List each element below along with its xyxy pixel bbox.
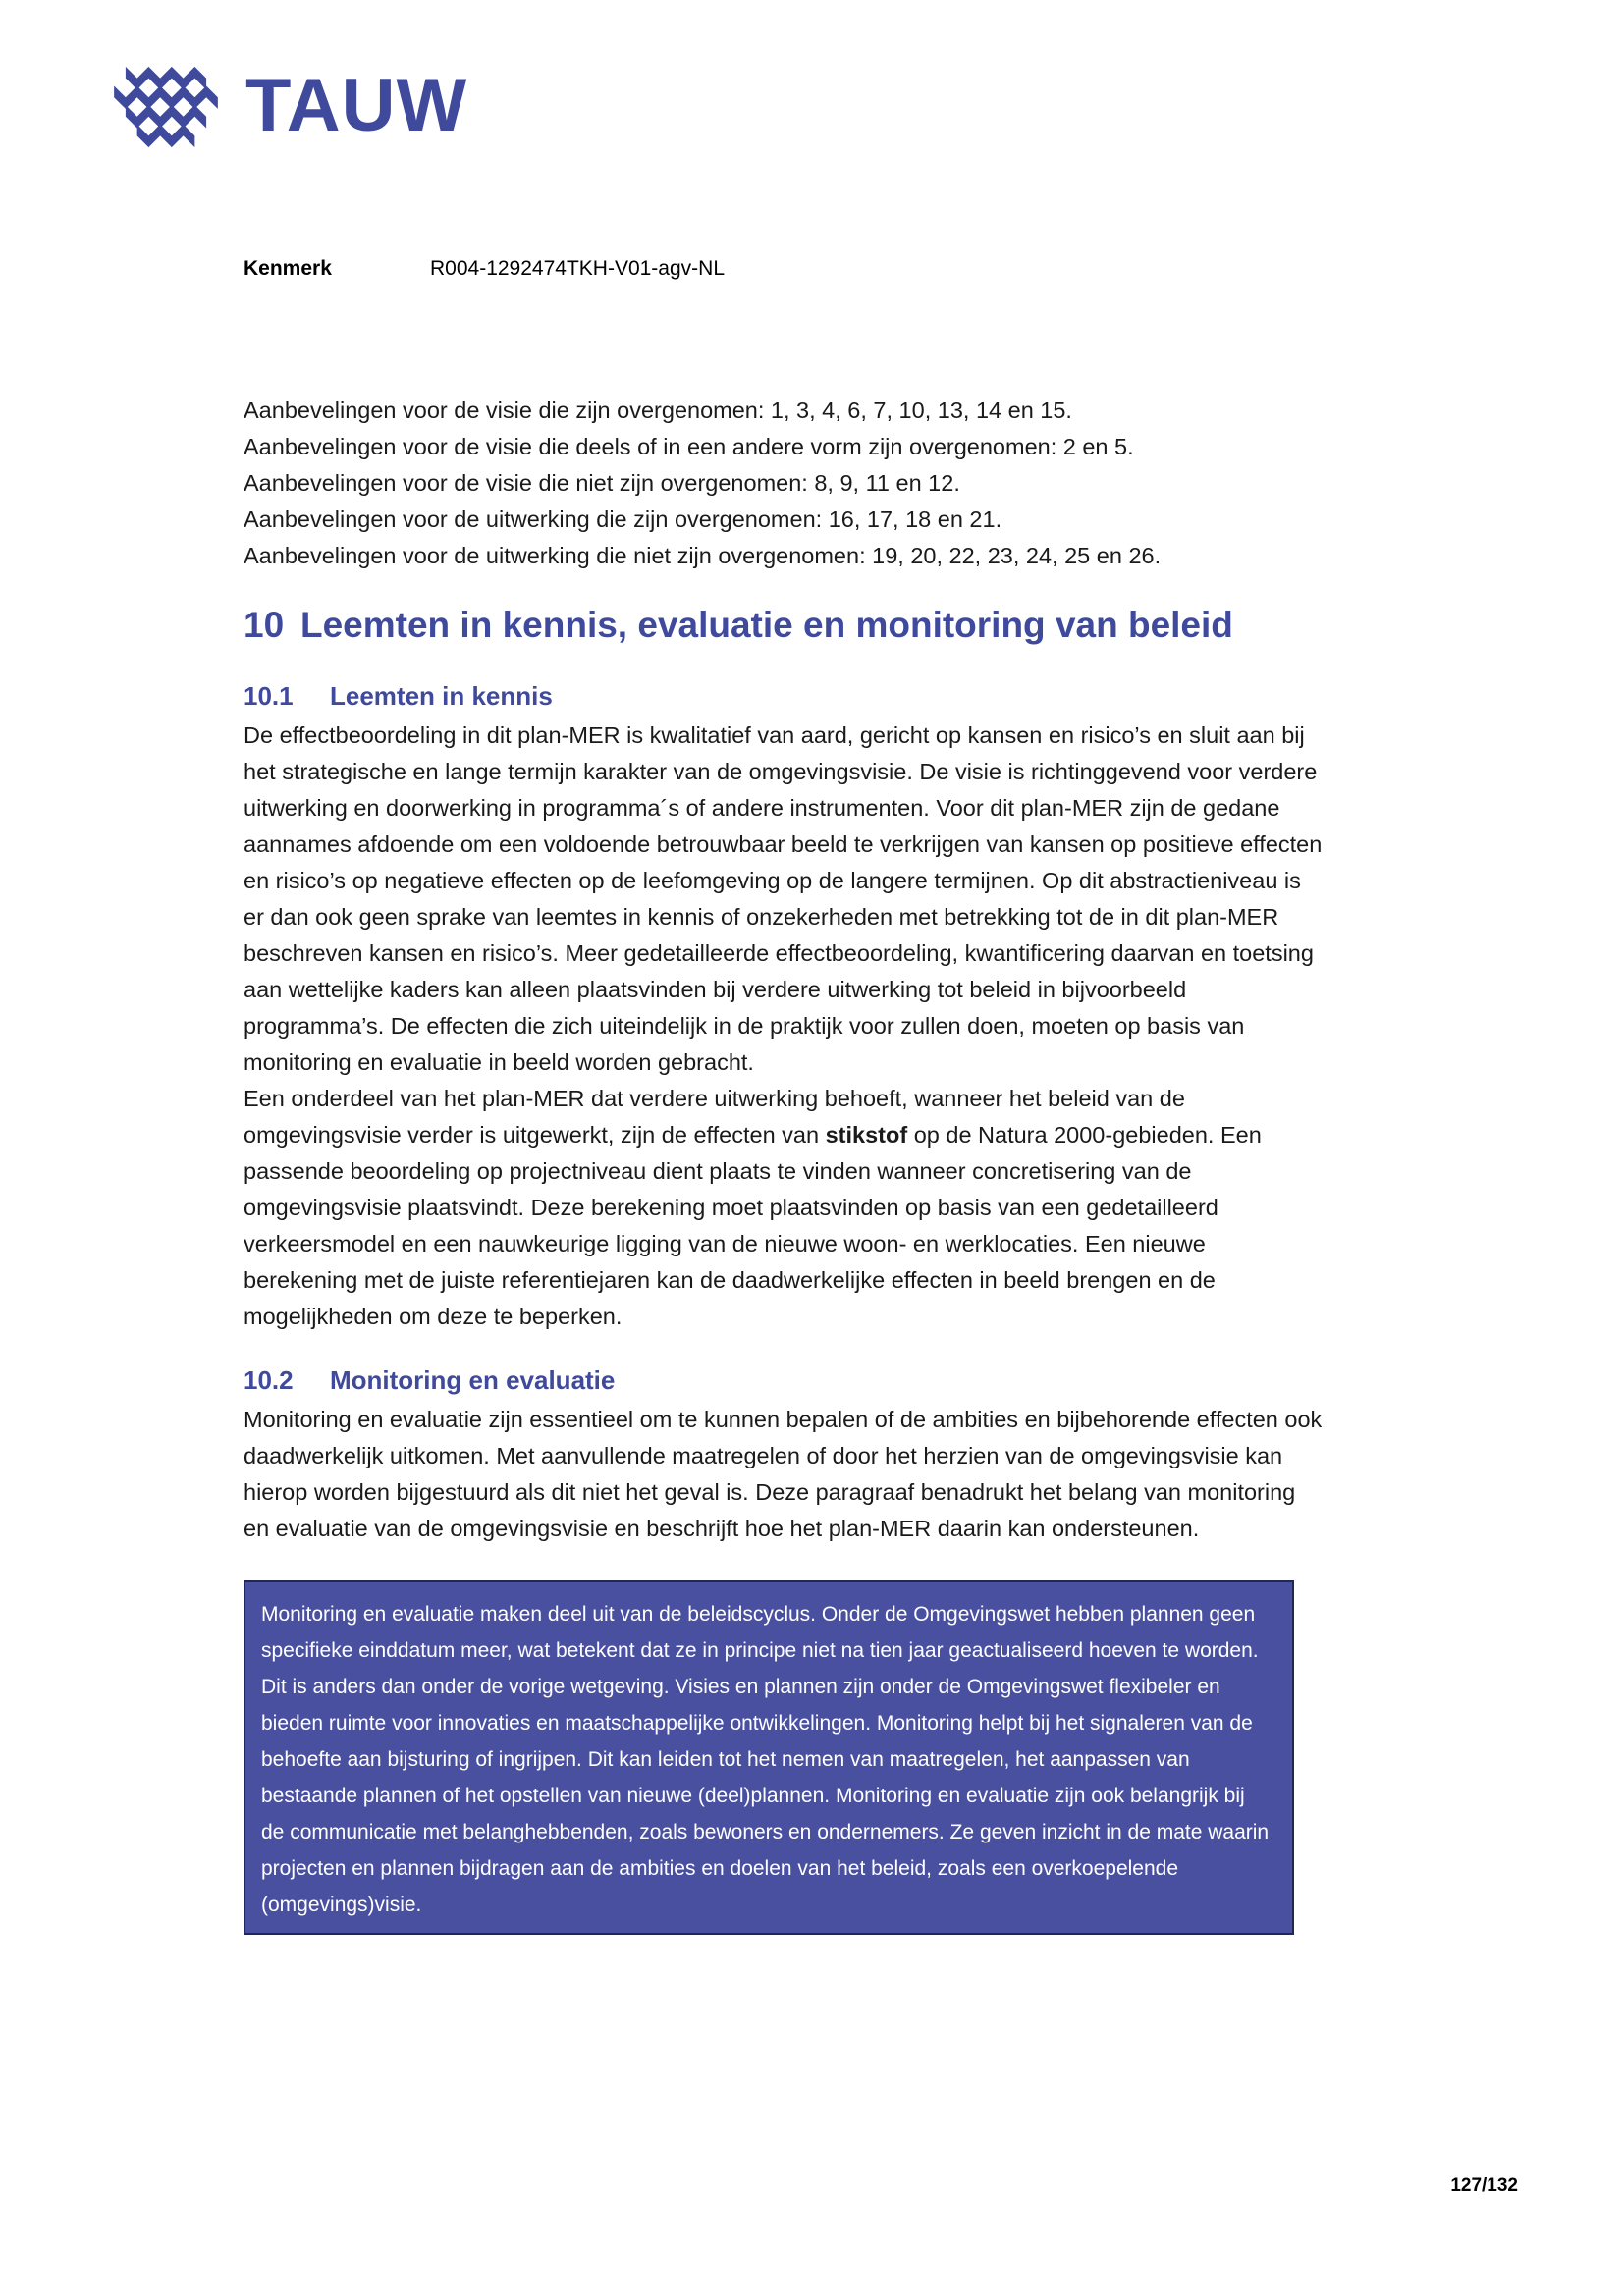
tauw-lattice-logo-icon — [108, 61, 224, 151]
paragraph-text-after-emphasis: op de Natura 2000-gebieden. Een passende beoordeling op projectniveau dient plaats te vinden wanneer concretisering van de omgevingsvisie plaatsvindt. Deze berekening moet plaatsvinden op basis van een gedetailleerd verkeersmodel en een nauwkeurige ligging van de nieuwe woon- en werklocaties. Een nieuwe berekening met de juiste referentiejaren kan de daadwerkelijke effecten in beeld brengen en de mogelijkheden om deze te beperken. — [244, 1122, 1262, 1329]
kenmerk-value: R004-1292474TKH-V01-agv-NL — [430, 257, 725, 280]
paragraph-text-before-emphasis: Een onderdeel van het plan-MER dat verdere uitwerking behoeft, wanneer het beleid van de omgevingsvisie verder is uitgewerkt, zijn de effecten van — [244, 1086, 1185, 1148]
recommendations-summary-list — [244, 393, 1324, 574]
highlight-callout-box: Monitoring en evaluatie maken deel uit van de beleidscyclus. Onder de Omgevingswet hebben plannen geen specifieke einddatum meer, wat betekent dat ze in principe niet na tien jaar geactualiseerd hoeven te worden. Dit is anders dan onder de vorige wetgeving. Visies en plannen zijn onder de Omgevingswet flexibeler en bieden ruimte voor innovaties en maatschappelijke ontwikkelingen. Monitoring helpt bij het signaleren van de behoefte aan bijsturing of ingrijpen. Dit kan leiden tot het nemen van maatregelen, het aanpassen van bestaande plannen of het opstellen van nieuwe (deel)plannen. Monitoring en evaluatie zijn ook belangrijk bij de communicatie met belanghebbenden, zoals bewoners en ondernemers. Ze geven inzicht in de mate waarin projecten en plannen bijdragen aan de ambities en doelen van het beleid, zoals een overkoepelende (omgevings)visie. — [244, 1580, 1294, 1935]
list-item: Aanbevelingen voor de visie die deels of in een andere vorm zijn overgenomen: 2 en 5. — [244, 434, 1134, 459]
section-heading-10-2 — [244, 1364, 1324, 1396]
chapter-title: Leemten in kennis, evaluatie en monitoring van beleid — [300, 605, 1233, 645]
list-item: Aanbevelingen voor de visie die zijn overgenomen: 1, 3, 4, 6, 7, 10, 13, 14 en 15. — [244, 398, 1072, 423]
brand-wordmark: TAUW — [245, 64, 468, 147]
section-10-2-paragraph-1: Monitoring en evaluatie zijn essentieel om te kunnen bepalen of de ambities en bijbehorende effecten ook daadwerkelijk uitkomen. Met aanvullende maatregelen of door het herzien van de omgevingsvisie kan hierop worden bijgestuurd als dit niet het geval is. Deze paragraaf benadrukt het belang van monitoring en evaluatie van de omgevingsvisie en beschrijft hoe het plan-MER daarin kan ondersteunen. — [244, 1407, 1323, 1541]
section-number: 10.1 — [244, 681, 294, 711]
chapter-number: 10 — [244, 605, 285, 645]
section-number: 10.2 — [244, 1365, 294, 1395]
section-title: Leemten in kennis — [330, 681, 553, 711]
document-content — [244, 393, 1324, 1935]
section-heading-10-1 — [244, 680, 1324, 712]
list-item: Aanbevelingen voor de uitwerking die zijn overgenomen: 16, 17, 18 en 21. — [244, 507, 1002, 532]
list-item: Aanbevelingen voor de visie die niet zijn overgenomen: 8, 9, 11 en 12. — [244, 470, 960, 496]
tauw-logo — [108, 61, 467, 151]
kenmerk-header — [244, 257, 725, 281]
section-10-1-paragraph-2 — [244, 1081, 1324, 1335]
chapter-heading — [244, 604, 1324, 647]
list-item: Aanbevelingen voor de uitwerking die niet zijn overgenomen: 19, 20, 22, 23, 24, 25 en 26. — [244, 543, 1162, 568]
section-10-1-paragraph-1: De effectbeoordeling in dit plan-MER is kwalitatief van aard, gericht op kansen en risico’s en sluit aan bij het strategische en lange termijn karakter van de omgevingsvisie. De visie is richtinggevend voor verdere uitwerking en doorwerking in programma´s of andere instrumenten. Voor dit plan-MER zijn de gedane aannames afdoende om een voldoende betrouwbaar beeld te verkrijgen van kansen op positieve effecten en risico’s op negatieve effecten op de leefomgeving op de langere termijnen. Op dit abstractieniveau is er dan ook geen sprake van leemtes in kennis of onzekerheden met betrekking tot de in dit plan-MER beschreven kansen en risico’s. Meer gedetailleerde effectbeoordeling, kwantificering daarvan en toetsing aan wettelijke kaders kan alleen plaatsvinden bij verdere uitwerking tot beleid in bijvoorbeeld programma’s. De effecten die zich uiteindelijk in de praktijk voor zullen doen, moeten op basis van monitoring en evaluatie in beeld worden gebracht. — [244, 722, 1323, 1075]
kenmerk-label: Kenmerk — [244, 257, 332, 280]
section-title: Monitoring en evaluatie — [330, 1365, 616, 1395]
emphasis-stikstof: stikstof — [825, 1122, 908, 1148]
page-number-footer: 127/132 — [1450, 2175, 1518, 2196]
